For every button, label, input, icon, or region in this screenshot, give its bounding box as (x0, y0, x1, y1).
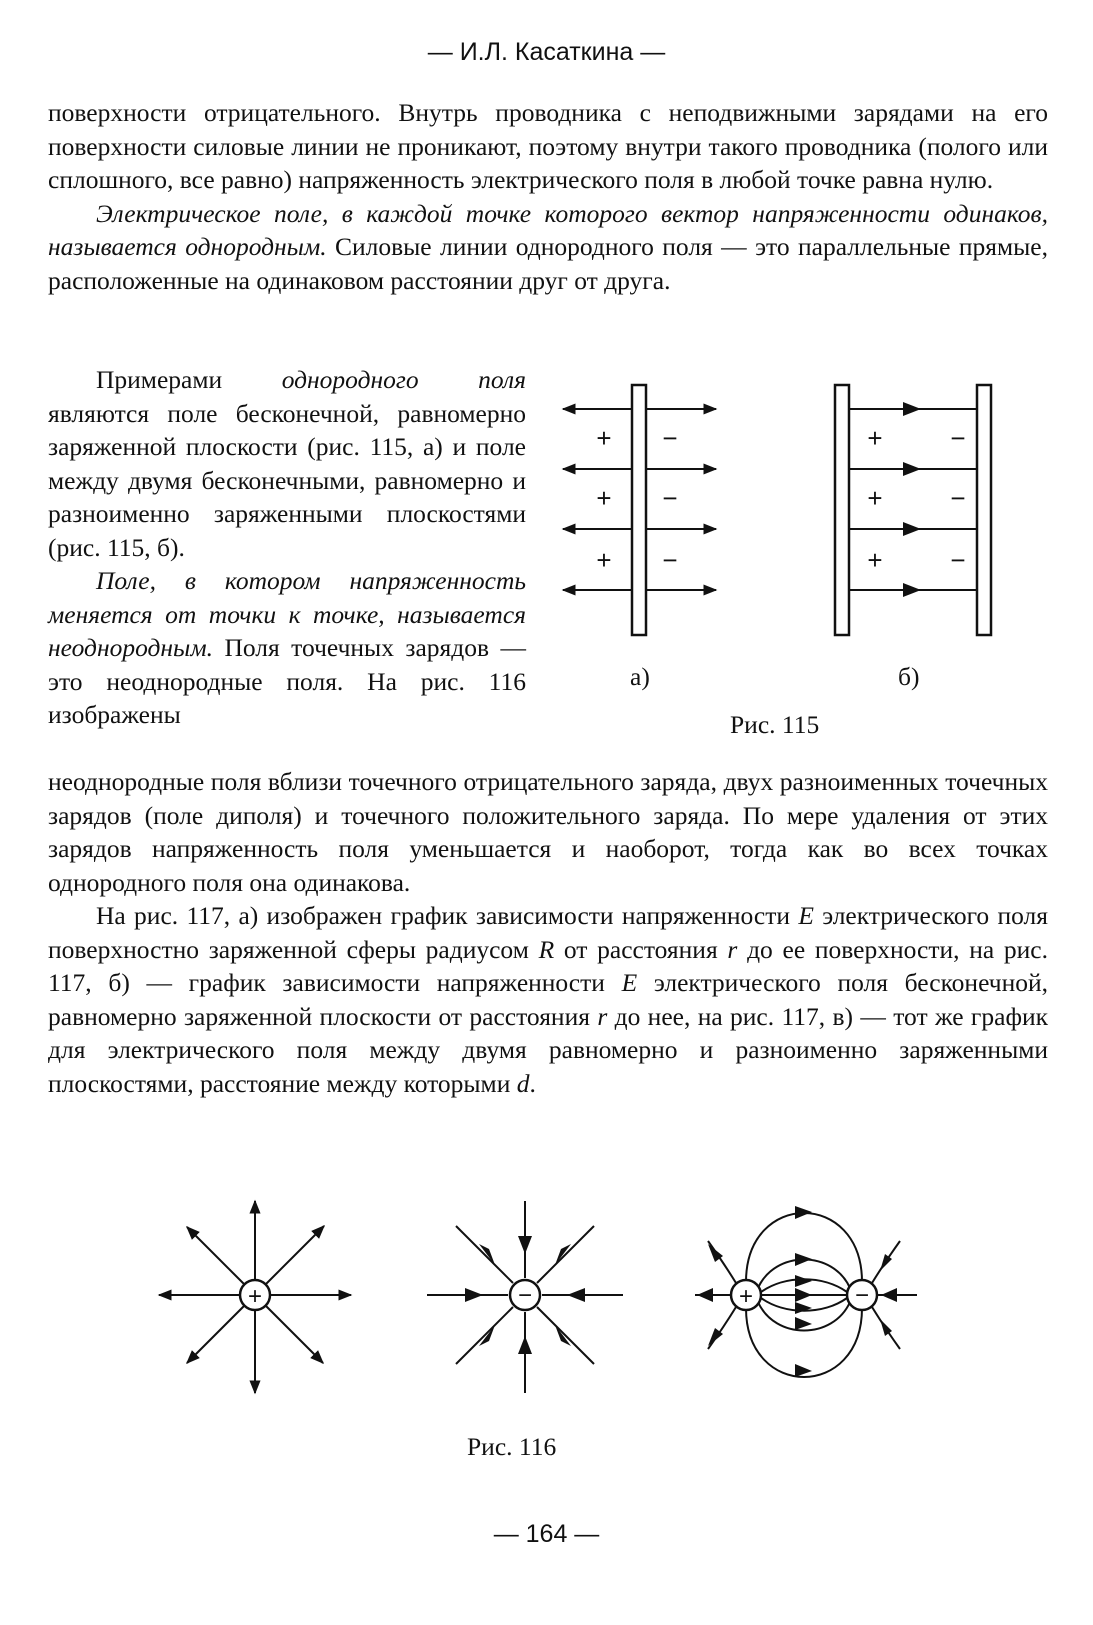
plus-sign: + (596, 423, 612, 453)
paragraph-4-continued: неоднородные поля вблизи точечного отрицательного заряда, двух разноименных точечных зарядов (поле диполя) и точечного положительного заряда. По мере удаления от этих зарядов напряженность поля уменьшается и наоборот, тогда как во всех точках однородного поля она одинакова. (48, 767, 1048, 897)
var-R: R (538, 934, 555, 964)
plus-sign: + (738, 1283, 754, 1310)
minus-sign: − (950, 483, 966, 513)
plus-sign: + (867, 545, 883, 575)
definition-uniform-field: Электрическое поле, в каждой точке которого вектор напряженности одинаков, называется однородным. (48, 198, 1048, 261)
minus-sign: − (854, 1282, 870, 1309)
plus-sign: + (867, 483, 883, 513)
p5-f: до нее, на рис. 117, в) — тот же график для электрического поля между двумя равномерно и разноименно заряженными плоскостями, расстояние между которыми (48, 1001, 1048, 1098)
p4-narrow-rest: Поля точечных зарядов — это неоднородные поля. На рис. 116 изображены (48, 633, 526, 729)
fig115-label-a: а) (630, 662, 650, 691)
plus-sign: + (596, 545, 612, 575)
p5-a: На рис. 117, а) изображен график зависимости напряженности (96, 901, 799, 930)
p3-start: Примерами (96, 365, 282, 394)
minus-sign: − (950, 423, 966, 453)
p5-e: электрического поля бесконечной, равномерно заряженной плоскости от расстояния (48, 968, 1048, 1031)
positive-point-charge-field (159, 1201, 351, 1393)
paragraph-2-rest: Силовые линии однородного поля — это параллельные прямые, расположенные на одинаковом расстоянии друг от друга. (48, 232, 1048, 295)
definition-nonuniform-field: Поле, в котором напряженность меняется от точки к точке, называется неоднородным. (48, 566, 526, 662)
dipole-field (695, 1206, 917, 1377)
page-number: — 164 — (493, 1520, 600, 1548)
p5-b: электрического поля поверхностно заряженной сферы радиусом (48, 901, 1048, 964)
minus-sign: − (662, 483, 678, 513)
var-r: r (727, 934, 738, 964)
plus-sign: + (596, 483, 612, 513)
plus-sign: + (867, 423, 883, 453)
var-d: d (516, 1068, 530, 1098)
minus-sign: − (517, 1282, 533, 1309)
fig115-label-b: б) (898, 662, 920, 691)
var-E: E (798, 901, 814, 930)
plus-sign: + (247, 1283, 263, 1310)
p5-end: . (529, 1068, 536, 1098)
var-r: r (597, 1001, 608, 1031)
minus-sign: − (950, 545, 966, 575)
fig116-caption: Рис. 116 (467, 1432, 557, 1461)
var-E: E (621, 968, 638, 997)
minus-sign: − (662, 545, 678, 575)
paragraph-1: поверхности отрицательного. Внутрь проводника с неподвижными зарядами на его поверхности силовые линии не проникают, поэтому внутри такого проводника (полого или сплошного, все равно) напряженность электрического поля в любой точке равна нулю. (48, 98, 1048, 194)
fig115-caption: Рис. 115 (730, 710, 820, 739)
p3-end: являются поле бесконечной, равномерно заряженной плоскости (рис. 115, а) и поле между двумя бесконечными, равномерно и разноименно заряженными плоскостями (рис. 115, б). (48, 398, 526, 562)
running-head: — И.Л. Касаткина — (427, 38, 666, 66)
p3-term: однородного поля (281, 365, 526, 394)
minus-sign: − (662, 423, 678, 453)
negative-point-charge-field (427, 1201, 623, 1393)
p5-c: от расстояния (554, 934, 728, 964)
p5-d: до ее поверхности, на рис. 117, б) — график зависимости напряженности (48, 934, 1048, 997)
